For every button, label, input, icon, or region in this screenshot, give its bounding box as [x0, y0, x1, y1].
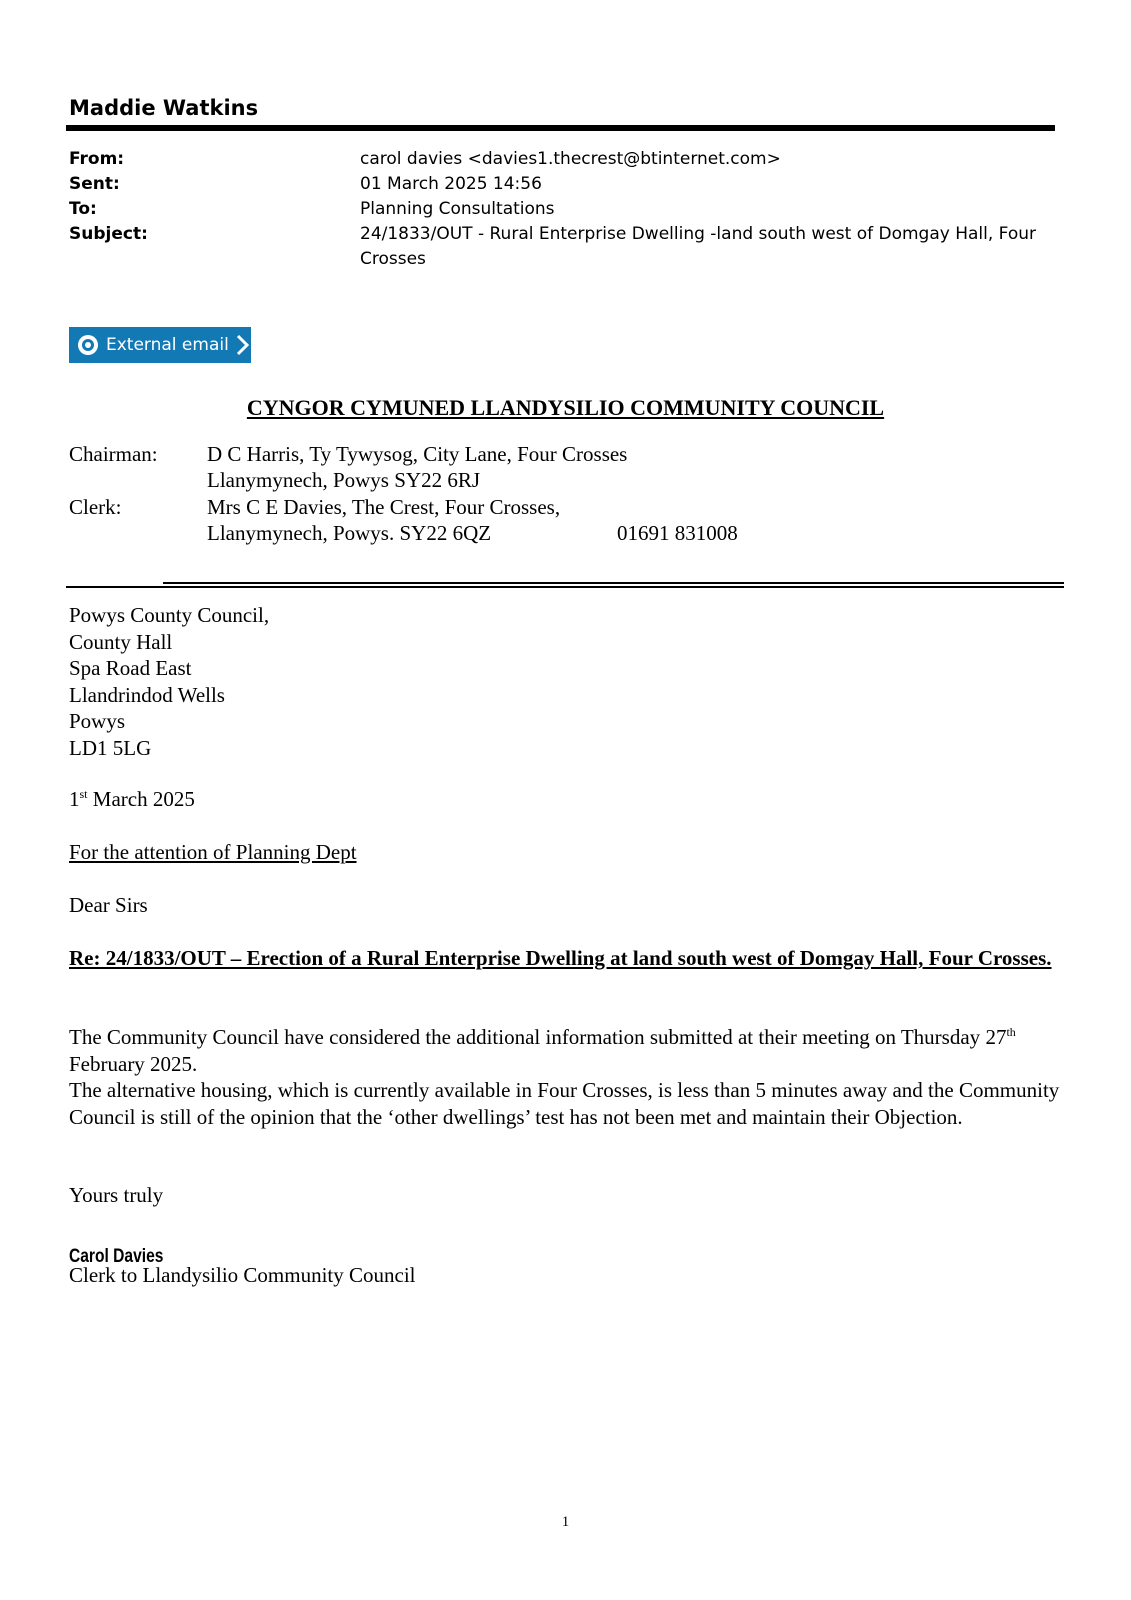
- recipient-address: [69, 602, 269, 761]
- date-suffix: st: [79, 787, 88, 801]
- re-heading: Re: 24/1833/OUT – Erection of a Rural Enterprise Dwelling at land south west of Domgay Hall, Four Crosses.: [69, 946, 1052, 970]
- chairman-line1: D C Harris, Ty Tywysog, City Lane, Four Crosses: [207, 442, 628, 466]
- para1-day: 27: [985, 1025, 1007, 1049]
- attention-line: For the attention of Planning Dept: [69, 840, 357, 864]
- signature-title: Clerk to Llandysilio Community Council: [69, 1263, 416, 1287]
- recipient-line: Powys: [69, 709, 126, 733]
- from-label: From:: [69, 149, 125, 169]
- letter-date: [69, 786, 195, 813]
- chairman-label: Chairman:: [69, 442, 158, 466]
- to-label: To:: [69, 199, 97, 219]
- from-value: carol davies <davies1.thecrest@btinternet.com>: [360, 149, 781, 169]
- closing: Yours truly: [69, 1183, 164, 1207]
- date-rest: March 2025: [87, 787, 195, 811]
- clerk-label: Clerk:: [69, 495, 122, 519]
- para1-end: February 2025.: [69, 1051, 198, 1076]
- recipient-line: Powys County Council,: [69, 603, 270, 627]
- chairman-line2: Llanymynech, Powys SY22 6RJ: [207, 468, 480, 492]
- council-name: CYNGOR CYMUNED LLANDYSILIO COMMUNITY COUNCIL: [246, 395, 885, 420]
- page-number: 1: [561, 1514, 570, 1530]
- to-value: Planning Consultations: [360, 199, 555, 219]
- letterhead-rule-lower: [66, 586, 1064, 588]
- body-paragraph-1: [69, 1024, 1069, 1077]
- subject-value: 24/1833/OUT - Rural Enterprise Dwelling -land south west of Domgay Hall, Four Crosses: [360, 224, 1037, 269]
- recipient-line: County Hall: [69, 629, 173, 654]
- sent-value: 01 March 2025 14:56: [360, 174, 542, 194]
- para1-suffix: th: [1006, 1025, 1016, 1039]
- clerk-line1: Mrs C E Davies, The Crest, Four Crosses,: [207, 495, 561, 519]
- email-owner-name: Maddie Watkins: [69, 96, 259, 120]
- recipient-line: Llandrindod Wells: [69, 682, 225, 707]
- date-day: 1: [69, 787, 80, 811]
- salutation: Dear Sirs: [69, 893, 148, 917]
- para1-start: The Community Council have considered the additional information submitted at their meeting on Thursday: [69, 1025, 986, 1049]
- body-paragraph-2: The alternative housing, which is currently available in Four Crosses, is less than 5 minutes away and the Community Council is still of the opinion that the ‘other dwellings’ test has not been met and maintain their Objection.: [69, 1078, 1060, 1129]
- letterhead-rule-upper: [163, 582, 1064, 584]
- external-email-label: External email: [106, 335, 229, 355]
- clerk-phone: 01691 831008: [617, 521, 738, 545]
- clerk-line2: Llanymynech, Powys. SY22 6QZ: [207, 521, 492, 545]
- shield-icon: [77, 334, 99, 356]
- recipient-line: LD1 5LG: [69, 735, 152, 760]
- header-divider: [66, 125, 1055, 131]
- subject-label: Subject:: [69, 224, 148, 244]
- chevron-right-icon: [235, 334, 249, 356]
- signature-name: Carol Davies: [69, 1246, 164, 1267]
- sent-label: Sent:: [69, 174, 120, 194]
- recipient-line: Spa Road East: [69, 656, 192, 680]
- external-email-badge[interactable]: [69, 327, 251, 363]
